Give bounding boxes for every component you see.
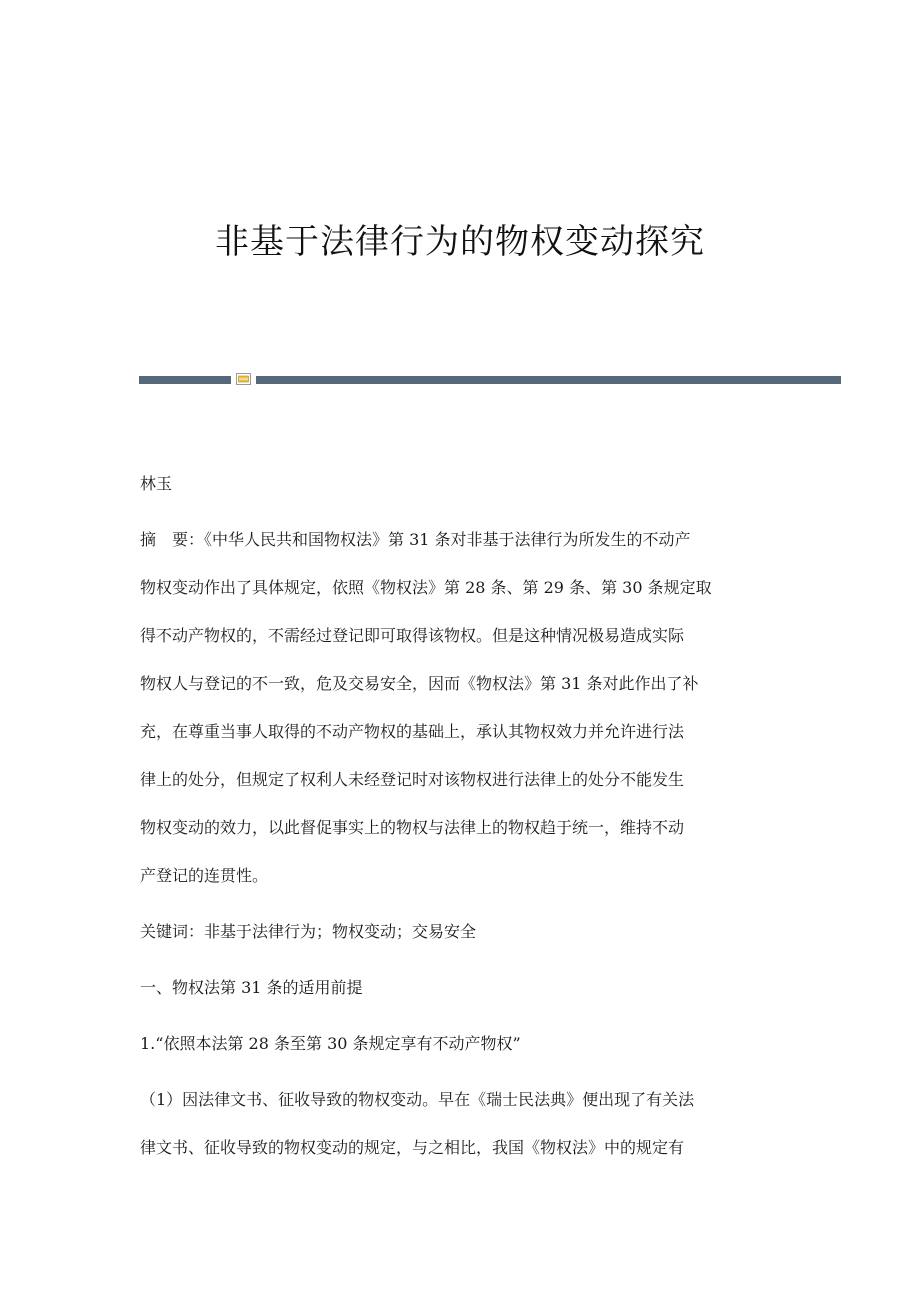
title-divider bbox=[139, 373, 841, 385]
divider-bar-right bbox=[256, 376, 841, 384]
author-name: 林玉 bbox=[140, 474, 173, 493]
section-heading: 一、物权法第 31 条的适用前提 bbox=[140, 978, 363, 997]
abstract-line: 物权人与登记的不一致，危及交易安全，因而《物权法》第 31 条对此作出了补 bbox=[140, 674, 699, 693]
abstract-line: 物权变动的效力，以此督促事实上的物权与法律上的物权趋于统一，维持不动 bbox=[140, 818, 685, 837]
abstract-line: 物权变动作出了具体规定，依照《物权法》第 28 条、第 29 条、第 30 条规定取 bbox=[140, 578, 712, 597]
divider-ornament-icon bbox=[236, 373, 251, 385]
paragraph-line: （1）因法律文书、征收导致的物权变动。早在《瑞士民法典》便出现了有关法 bbox=[140, 1090, 695, 1109]
abstract-line: 律上的处分，但规定了权利人未经登记时对该物权进行法律上的处分不能发生 bbox=[140, 770, 685, 789]
subheading: 1.“依照本法第 28 条至第 30 条规定享有不动产物权” bbox=[140, 1034, 521, 1053]
divider-bar-left bbox=[139, 376, 231, 384]
abstract-line: 摘 要：《中华人民共和国物权法》第 31 条对非基于法律行为所发生的不动产 bbox=[140, 530, 691, 549]
document-title: 非基于法律行为的物权变动探究 bbox=[215, 222, 705, 262]
paragraph-line: 律文书、征收导致的物权变动的规定，与之相比，我国《物权法》中的规定有 bbox=[140, 1138, 685, 1157]
abstract-line: 产登记的连贯性。 bbox=[140, 866, 269, 885]
keywords: 关键词：非基于法律行为；物权变动；交易安全 bbox=[140, 922, 477, 941]
abstract-line: 得不动产物权的，不需经过登记即可取得该物权。但是这种情况极易造成实际 bbox=[140, 626, 685, 645]
abstract-line: 充，在尊重当事人取得的不动产物权的基础上，承认其物权效力并允许进行法 bbox=[140, 722, 685, 741]
